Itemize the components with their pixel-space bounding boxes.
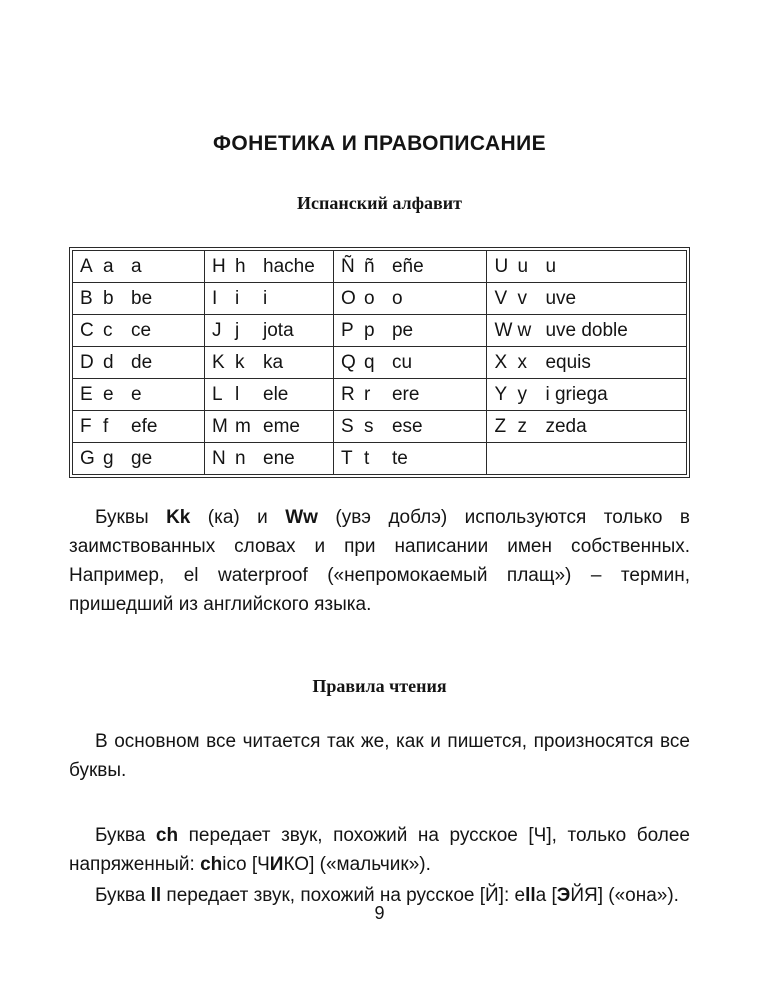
letter-lowercase: r	[363, 383, 371, 405]
letter-name: ere	[391, 383, 420, 405]
letter-name: ce	[131, 319, 152, 341]
alphabet-cell	[205, 283, 334, 315]
alphabet-cell	[205, 443, 334, 475]
alphabet-cell	[73, 443, 205, 475]
letter-name: be	[131, 287, 153, 309]
letter-lowercase: k	[235, 351, 245, 373]
page-title: ФОНЕТИКА И ПРАВОПИСАНИЕ	[213, 132, 546, 155]
alphabet-cell	[487, 283, 687, 315]
letter-lowercase: q	[363, 351, 375, 373]
letter-lowercase: ñ	[363, 255, 375, 277]
text-segment: ЙЯ] («она»).	[570, 885, 679, 906]
letter-lowercase: i	[235, 287, 240, 309]
bold-text: Ww	[285, 507, 318, 528]
letter-uppercase: Ñ	[340, 255, 355, 277]
alphabet-cell	[487, 251, 687, 283]
paragraph-borrowed-letters	[69, 503, 690, 619]
letter-name: a	[131, 255, 142, 277]
letter-name: uve	[545, 287, 577, 309]
alphabet-row	[73, 379, 687, 411]
letter-lowercase: a	[103, 255, 114, 277]
letter-name: i	[263, 287, 268, 309]
letter-uppercase: I	[212, 287, 218, 309]
letter-lowercase: x	[517, 351, 527, 373]
letter-name: o	[391, 287, 403, 309]
alphabet-cell	[487, 379, 687, 411]
alphabet-cell	[73, 411, 205, 443]
letter-lowercase: t	[363, 447, 370, 469]
text-segment: КО] («мальчик»).	[283, 854, 431, 875]
letter-uppercase: Z	[494, 415, 507, 437]
letter-name: ka	[263, 351, 284, 373]
letter-uppercase: E	[80, 383, 93, 405]
letter-uppercase: S	[340, 415, 354, 437]
alphabet-cell	[73, 315, 205, 347]
alphabet-cell	[333, 411, 487, 443]
letter-name: u	[545, 255, 557, 277]
letter-lowercase: f	[103, 415, 109, 437]
alphabet-row	[73, 347, 687, 379]
alphabet-cell	[333, 347, 487, 379]
alphabet-row	[73, 443, 687, 475]
letter-name: ene	[263, 447, 295, 469]
bold-text: Э	[556, 885, 571, 906]
alphabet-table-body	[73, 251, 687, 475]
letter-uppercase: P	[340, 319, 354, 341]
alphabet-cell	[73, 379, 205, 411]
text-segment: Буква	[95, 885, 151, 906]
letter-name: equis	[545, 351, 591, 373]
alphabet-cell	[205, 315, 334, 347]
letter-name: ese	[391, 415, 423, 437]
letter-name: te	[391, 447, 408, 469]
text-segment: (ка) и	[190, 507, 286, 528]
text-segment: a [	[535, 885, 557, 906]
text-segment: ico [Ч	[222, 854, 270, 875]
letter-uppercase: B	[80, 287, 93, 309]
letter-lowercase: e	[103, 383, 114, 405]
alphabet-cell	[205, 379, 334, 411]
letter-name: zeda	[545, 415, 587, 437]
alphabet-table	[72, 250, 687, 475]
alphabet-cell	[487, 411, 687, 443]
letter-uppercase: M	[212, 415, 228, 437]
alphabet-row	[73, 315, 687, 347]
letter-lowercase: g	[103, 447, 114, 469]
alphabet-row	[73, 411, 687, 443]
letter-uppercase: J	[212, 319, 222, 341]
letter-uppercase: D	[80, 351, 94, 373]
letter-lowercase: y	[517, 383, 527, 405]
alphabet-cell	[333, 251, 487, 283]
letter-lowercase: v	[517, 287, 527, 309]
paragraph-letter-ch	[69, 821, 690, 879]
letter-lowercase: j	[235, 319, 240, 341]
alphabet-cell	[205, 347, 334, 379]
letter-uppercase: C	[80, 319, 94, 341]
letter-name: de	[131, 351, 153, 373]
letter-name: uve doble	[545, 319, 628, 341]
letter-lowercase: o	[363, 287, 375, 309]
bold-text: ch	[200, 854, 223, 875]
letter-lowercase: m	[235, 415, 251, 437]
letter-uppercase: N	[212, 447, 226, 469]
letter-name: eme	[263, 415, 300, 437]
letter-uppercase: H	[212, 255, 226, 277]
letter-lowercase: w	[517, 319, 532, 341]
letter-uppercase: G	[80, 447, 95, 469]
letter-uppercase: R	[340, 383, 355, 405]
section-title-alphabet: Испанский алфавит	[297, 193, 462, 213]
alphabet-cell	[333, 443, 487, 475]
text-segment: Буква	[95, 825, 156, 846]
page-number: 9	[374, 903, 385, 923]
letter-lowercase: z	[517, 415, 527, 437]
letter-lowercase: h	[235, 255, 246, 277]
letter-lowercase: c	[103, 319, 113, 341]
alphabet-cell	[73, 347, 205, 379]
alphabet-table-frame	[69, 247, 690, 478]
letter-name: i griega	[545, 383, 608, 405]
letter-lowercase: p	[363, 319, 375, 341]
bold-text: ch	[155, 825, 179, 846]
letter-uppercase: U	[494, 255, 509, 277]
letter-lowercase: n	[235, 447, 246, 469]
alphabet-cell	[73, 251, 205, 283]
text-segment: (увэ доблэ) используются только в заимствованных словах и при написании имен собственных. Например, el waterproof («непромокаемый плащ») – термин, пришедший из английского языка.	[69, 507, 690, 615]
letter-name: e	[131, 383, 142, 405]
letter-lowercase: s	[363, 415, 374, 437]
letter-uppercase: X	[494, 351, 508, 373]
letter-name: hache	[263, 255, 315, 277]
alphabet-cell	[205, 251, 334, 283]
alphabet-cell-empty	[487, 443, 687, 475]
letter-name: ge	[131, 447, 153, 469]
letter-lowercase: b	[103, 287, 114, 309]
letter-lowercase: d	[103, 351, 114, 373]
text-segment: В основном все читается так же, как и пишется, произносятся все буквы.	[69, 731, 690, 781]
letter-name: jota	[263, 319, 294, 341]
alphabet-row	[73, 283, 687, 315]
bold-text: Kk	[166, 507, 191, 528]
alphabet-cell	[333, 379, 487, 411]
letter-name: eñe	[391, 255, 424, 277]
text-segment: передает звук, похожий на русское [Й]: e	[161, 885, 526, 906]
alphabet-cell	[205, 411, 334, 443]
letter-name: cu	[391, 351, 413, 373]
letter-uppercase: Y	[494, 383, 508, 405]
alphabet-cell	[333, 315, 487, 347]
letter-lowercase: l	[235, 383, 240, 405]
letter-uppercase: O	[340, 287, 356, 309]
letter-uppercase: V	[494, 287, 508, 309]
letter-name: pe	[391, 319, 414, 341]
text-segment: передает звук, похожий на русское [Ч], только более напряженный:	[69, 825, 691, 875]
bold-text: И	[269, 854, 284, 875]
letter-name: efe	[131, 415, 158, 437]
alphabet-cell	[487, 347, 687, 379]
letter-uppercase: Q	[340, 351, 356, 373]
bold-text: ll	[525, 885, 536, 906]
letter-uppercase: F	[80, 415, 92, 437]
alphabet-cell	[333, 283, 487, 315]
letter-uppercase: L	[212, 383, 223, 405]
alphabet-row	[73, 251, 687, 283]
paragraph-general-rule	[69, 727, 690, 785]
bold-text: ll	[150, 885, 162, 906]
letter-uppercase: A	[80, 255, 93, 277]
letter-uppercase: T	[340, 447, 353, 469]
letter-uppercase: W	[494, 319, 513, 341]
letter-lowercase: u	[517, 255, 529, 277]
letter-name: ele	[263, 383, 289, 405]
text-segment: Буквы	[95, 507, 167, 528]
letter-uppercase: K	[212, 351, 225, 373]
section-title-reading-rules: Правила чтения	[312, 676, 447, 696]
alphabet-cell	[73, 283, 205, 315]
alphabet-cell	[487, 315, 687, 347]
